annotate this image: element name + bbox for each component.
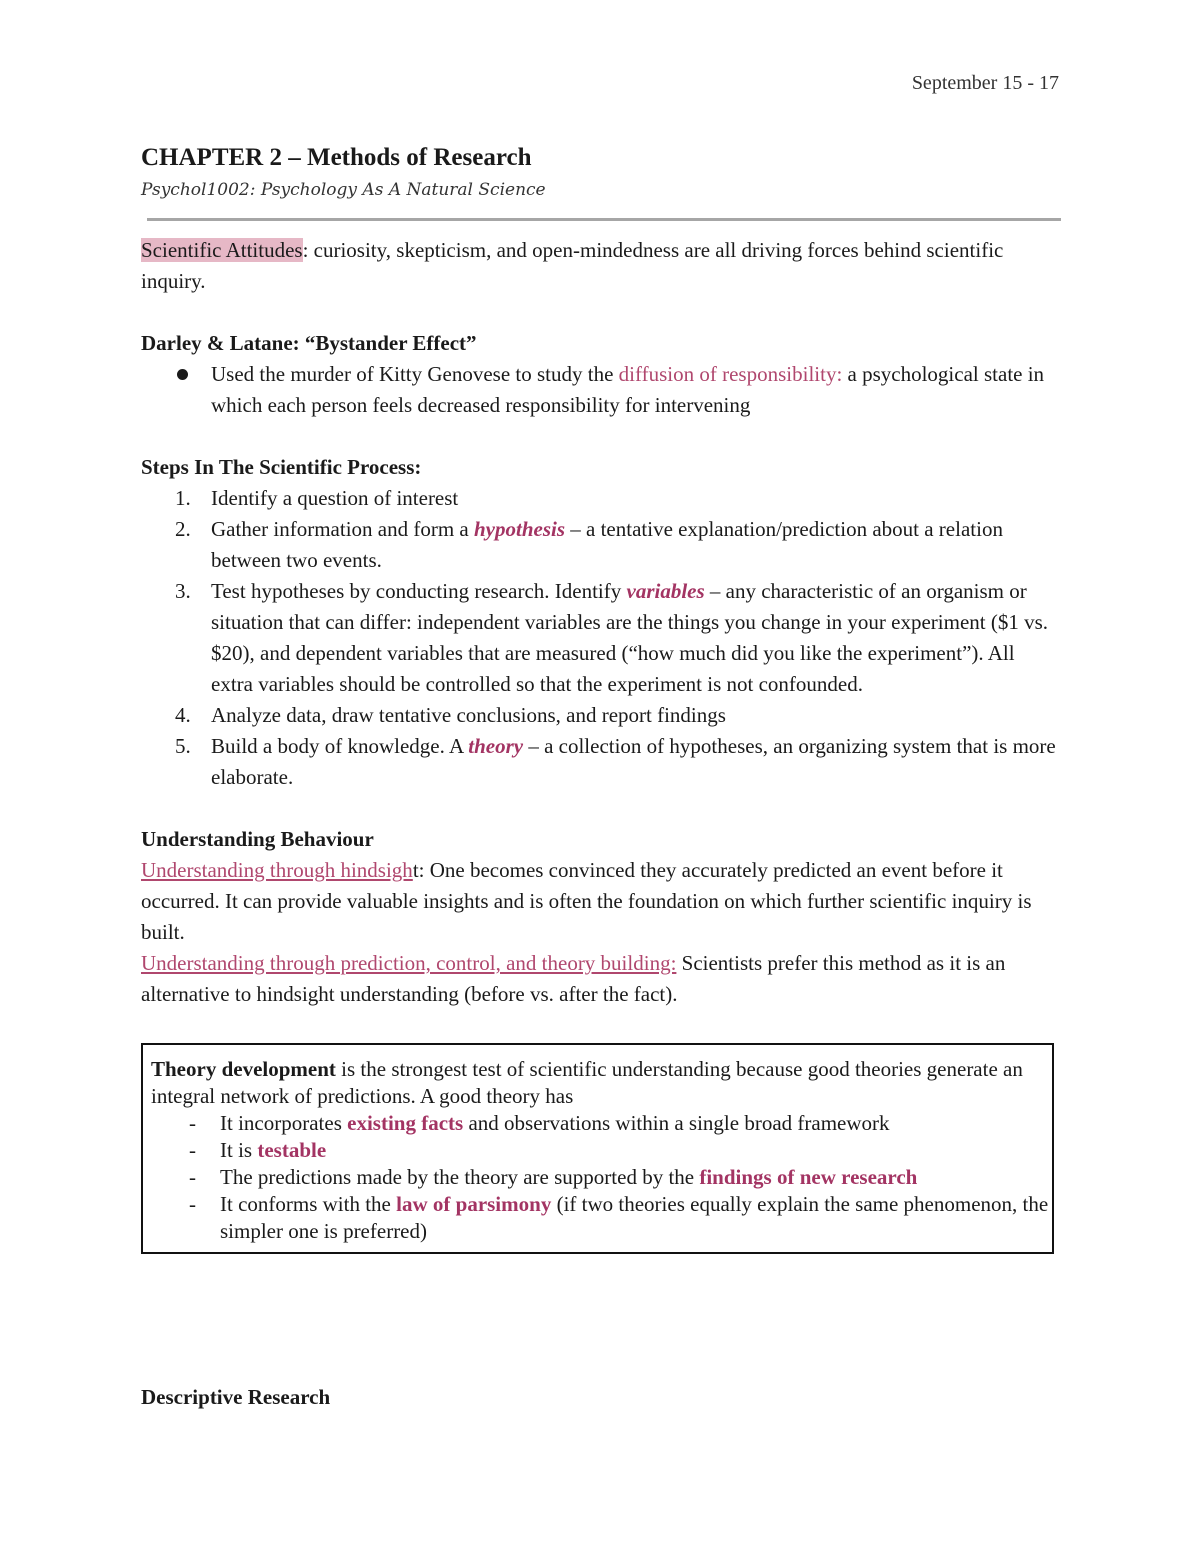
darley-list	[141, 359, 1061, 421]
hypothesis-term: hypothesis	[474, 517, 566, 541]
title-divider	[147, 218, 1061, 221]
content	[141, 142, 1061, 1254]
understanding-heading: Understanding Behaviour	[141, 827, 374, 851]
list-item: 5. Build a body of knowledge. A theory – a collection of hypotheses, an organizing system that is more elaborate.	[175, 734, 1056, 789]
list-item: 4. Analyze data, draw tentative conclusions, and report findings	[175, 703, 726, 727]
hindsight-paragraph: Understanding through hindsight: One becomes convinced they accurately predicted an event before it occurred. It can provide valuable insights and is often the foundation on which further scientific inquiry is built.	[141, 858, 1032, 944]
variables-term: variables	[626, 579, 705, 603]
date-label: September 15 - 17	[911, 72, 1059, 94]
dash-icon: -	[189, 1165, 196, 1189]
prediction-paragraph: Understanding through prediction, control, and theory building: Scientists prefer this method as it is an alternative to hindsight understanding (before vs. after the fact).	[141, 951, 1006, 1006]
steps-list	[141, 483, 1061, 793]
attitudes-paragraph	[141, 235, 1061, 297]
descriptive-heading: Descriptive Research	[141, 1385, 331, 1409]
prediction-term: Understanding through prediction, control, and theory building:	[141, 951, 677, 975]
theory-box-intro: Theory development is the strongest test of scientific understanding because good theories generate an integral network of predictions. A good theory has	[151, 1057, 1023, 1108]
list-item: 2. Gather information and form a hypothesis – a tentative explanation/prediction about a relation between two events.	[175, 517, 1003, 572]
chapter-title: CHAPTER 2 – Methods of Research	[141, 144, 532, 171]
course-subtitle: Psychol1002: Psychology As A Natural Science	[141, 180, 546, 200]
attitudes-term: Scientific Attitudes	[141, 238, 303, 262]
dash-icon: -	[189, 1138, 196, 1162]
list-item: - It is testable	[189, 1138, 327, 1162]
theory-box-list	[151, 1110, 1052, 1245]
dash-icon: -	[189, 1192, 196, 1216]
diffusion-term: diffusion of responsibility:	[618, 362, 843, 386]
steps-heading: Steps In The Scientific Process:	[141, 455, 422, 479]
list-item: 1. Identify a question of interest	[175, 486, 459, 510]
list-item: 3. Test hypotheses by conducting research. Identify variables – any characteristic of an organism or situation that can differ: independent variables are the things you change in your experiment ($1 vs. $20), and dependent variables that are measured (“how much did you like the experiment”). All extra variables should be controlled so that the experiment is not confounded.	[175, 579, 1049, 696]
attitudes-text: : curiosity, skepticism, and open-mindedness are all driving forces behind scientific inquiry.	[141, 238, 1004, 293]
theory-term: theory	[468, 734, 524, 758]
hindsight-term: Understanding through hindsigh	[141, 858, 413, 882]
darley-heading: Darley & Latane: “Bystander Effect”	[141, 331, 477, 355]
list-item: Used the murder of Kitty Genovese to study the diffusion of responsibility: a psychological state in which each person feels decreased responsibility for intervening	[141, 359, 1061, 421]
theory-development-term: Theory development	[151, 1057, 336, 1081]
list-item: - It conforms with the law of parsimony (if two theories equally explain the same phenomenon, the simpler one is preferred)	[189, 1192, 1049, 1243]
theory-box	[141, 1043, 1054, 1254]
list-item: - It incorporates existing facts and observations within a single broad framework	[189, 1111, 890, 1135]
bullet-icon	[177, 369, 188, 380]
list-item: - The predictions made by the theory are supported by the findings of new research	[189, 1165, 918, 1189]
dash-icon: -	[189, 1111, 196, 1135]
